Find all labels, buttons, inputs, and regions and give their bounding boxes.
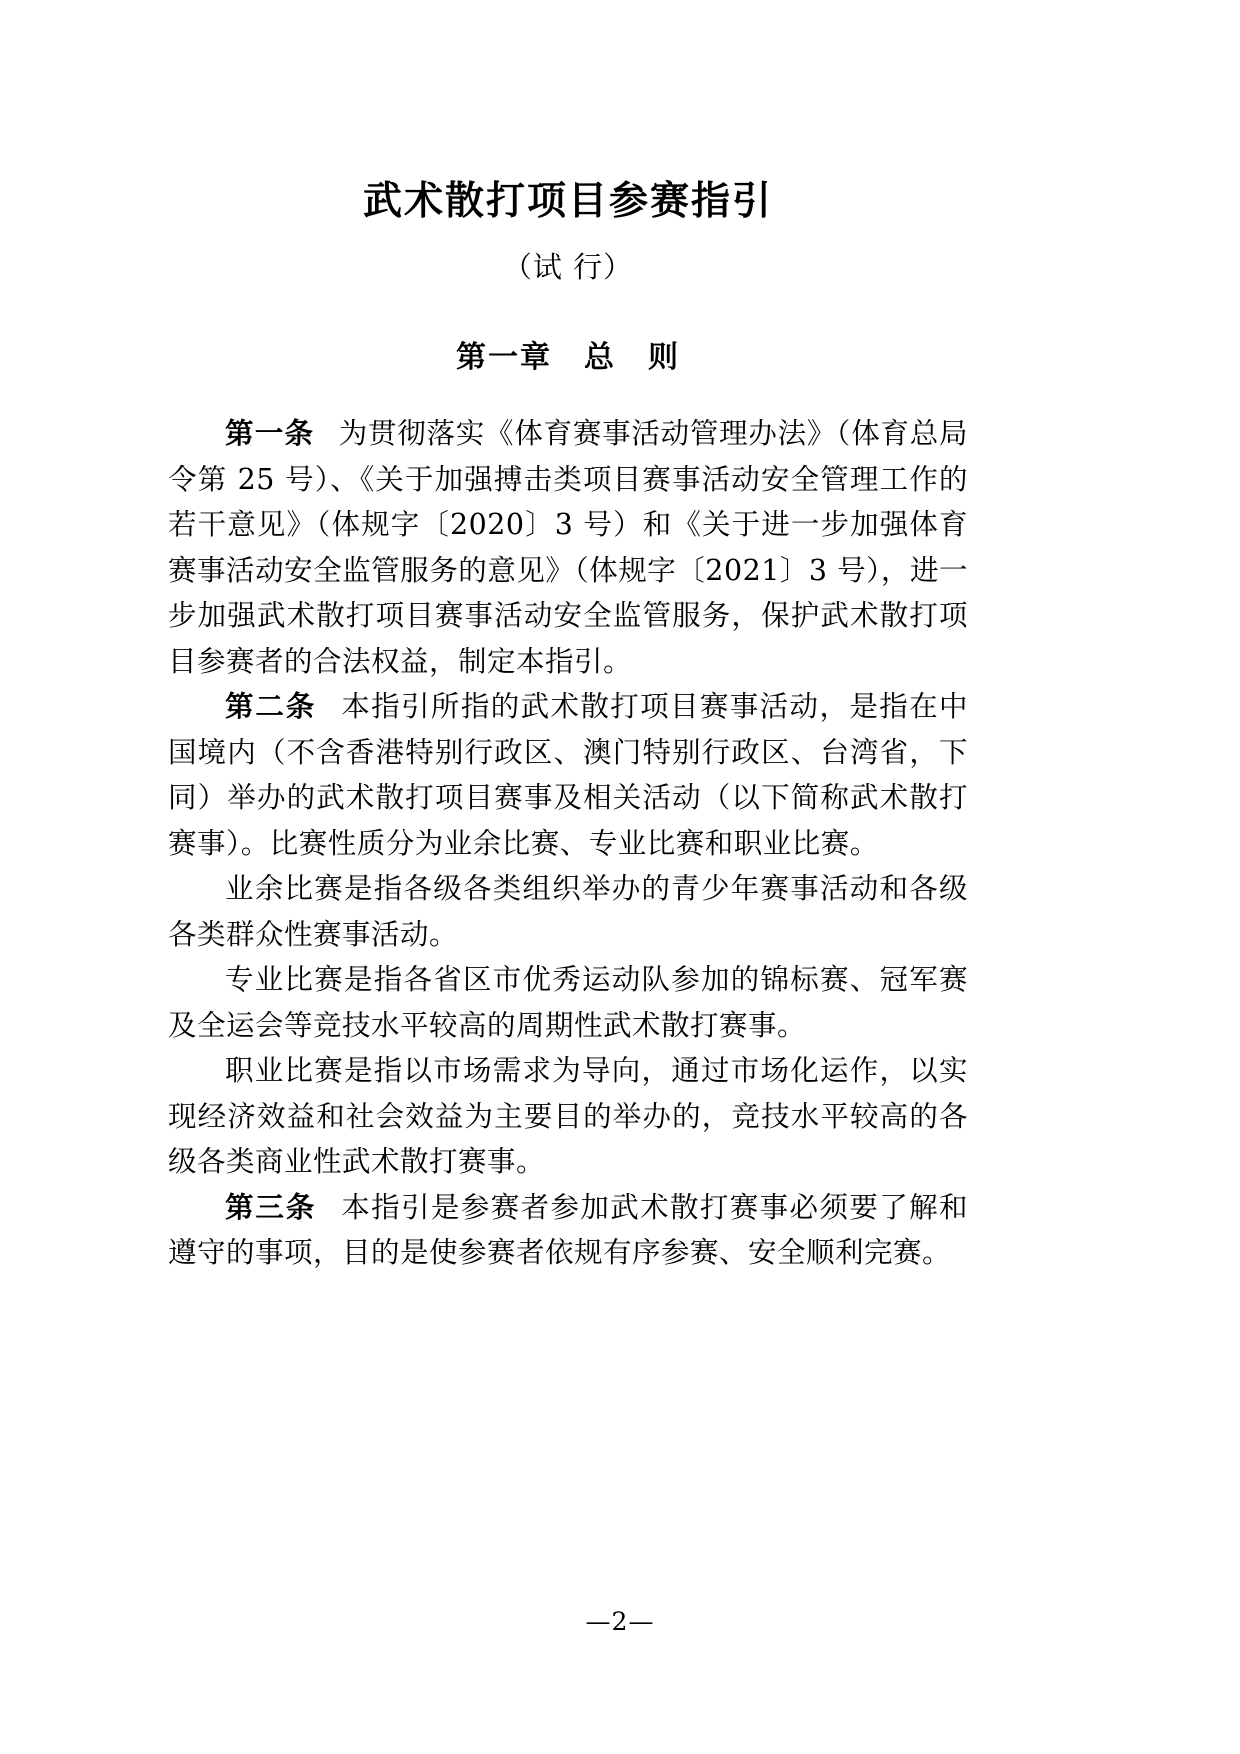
article-label: 第二条 <box>225 690 317 724</box>
article-list <box>168 377 968 1276</box>
page-title: 武术散打项目参赛指引 <box>362 179 773 224</box>
article-text: 本指引是参赛者参加武术散打赛事必须要了解和遵守的事项，目的是使参赛者依规有序参赛、安全顺利完赛。 <box>168 1190 968 1270</box>
document-subtitle: （试 行） <box>502 249 634 284</box>
article-text: 本指引所指的武术散打项目赛事活动，是指在中国境内（不含香港特别行政区、澳门特别行政区、台湾省，下同）举办的武术散打项目赛事及相关活动（以下简称武术散打赛事）。比赛性质分为业余比赛、专业比赛和职业比赛。 <box>168 690 968 860</box>
article-text: 专业比赛是指各省区市优秀运动队参加的锦标赛、冠军赛及全运会等竞技水平较高的周期性武术散打赛事。 <box>168 963 968 1042</box>
article-paragraph <box>168 1185 968 1276</box>
article-text: 业余比赛是指各级各类组织举办的青少年赛事活动和各级各类群众性赛事活动。 <box>168 872 968 951</box>
page-content <box>168 0 968 1276</box>
article-paragraph <box>168 866 968 957</box>
article-paragraph <box>168 684 968 866</box>
article-paragraph <box>168 1048 968 1185</box>
page-number: —2— <box>585 1607 655 1636</box>
article-label: 第三条 <box>225 1190 317 1224</box>
article-paragraph <box>168 411 968 684</box>
chapter-heading: 第一章 总 则 <box>456 340 680 376</box>
article-text: 职业比赛是指以市场需求为导向，通过市场化运作，以实现经济效益和社会效益为主要目的举办的，竞技水平较高的各级各类商业性武术散打赛事。 <box>168 1054 968 1179</box>
article-paragraph <box>168 957 968 1048</box>
article-label: 第一条 <box>225 417 315 451</box>
article-text: 为贯彻落实《体育赛事活动管理办法》（体育总局令第 25 号）、《关于加强搏击类项目赛事活动安全管理工作的若干意见》（体规字〔2020〕3 号）和《关于进一步加强体育赛事活动安全监管服务的意见》（体规字〔2021〕3 号），进一步加强武术散打项目赛事活动安全监管服务，保护武术散打项目参赛者的合法权益，制定本指引。 <box>168 417 968 678</box>
